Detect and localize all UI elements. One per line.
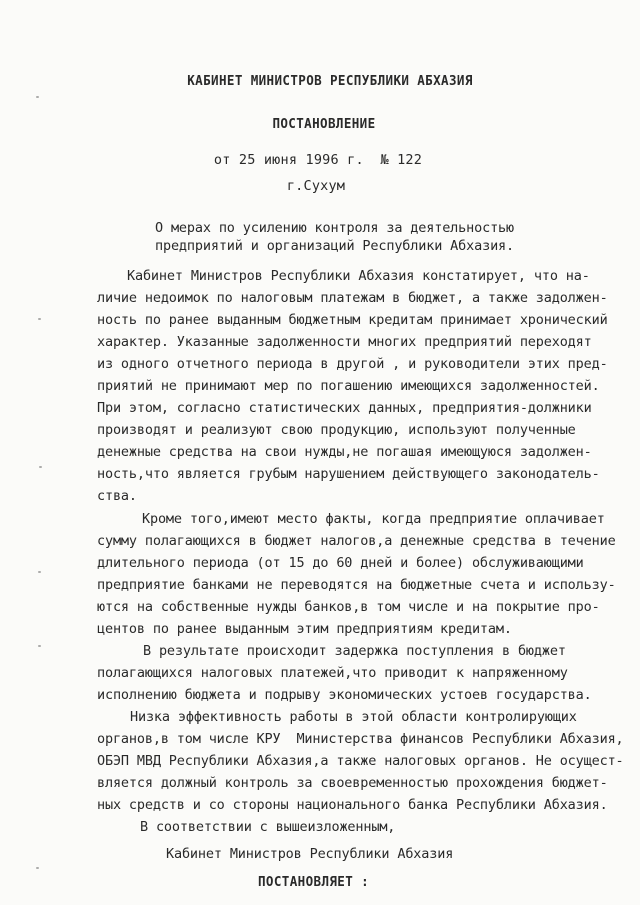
scan-speck <box>38 318 41 320</box>
body-line: Кабинет Министров Республики Абхазия констатирует, что на- <box>127 268 590 284</box>
body-line: центов по ранее выданным этим предприятиям кредитам. <box>97 621 512 637</box>
body-line: предприятие банками не переводятся на бюджетные счета и использу- <box>97 577 616 593</box>
body-line: ОБЭП МВД Республики Абхазия,а также налоговых органов. Не осущест- <box>97 753 624 769</box>
body-line: В результате происходит задержка поступления в бюджет <box>143 643 566 659</box>
scan-speck <box>38 571 41 573</box>
document-type-heading: ПОСТАНОВЛЕНИЕ <box>272 116 376 132</box>
body-line: характер. Указанные задолженности многих предприятий переходят <box>97 334 592 350</box>
closing-cabinet: Кабинет Министров Республики Абхазия <box>166 846 454 862</box>
closing-resolves: ПОСТАНОВЛЯЕТ : <box>258 874 370 890</box>
body-line: сумму полагающихся в бюджет налогов,а денежные средства в течение <box>97 533 616 549</box>
body-line: Низка эффективность работы в этой области контролирующих <box>130 709 577 725</box>
body-line: из одного отчетного периода в другой , и руководители этих пред- <box>97 356 608 372</box>
body-line: ных средств и со стороны национального банка Республики Абхазия. <box>97 797 608 813</box>
body-line: исполнению бюджета и подрыву экономических устоев государства. <box>97 687 592 703</box>
scan-speck <box>36 96 39 98</box>
body-line: органов,в том числе КРУ Министерства финансов Республики Абхазия, <box>97 731 624 747</box>
body-line: приятий не принимают мер по погашению имеющихся задолженностей. <box>97 378 600 394</box>
body-line: ются на собственные нужды банков,в том числе и на покрытие про- <box>97 599 600 615</box>
scan-speck <box>39 466 42 468</box>
body-line: ность,что является грубым нарушением действующего законодатель- <box>97 466 600 482</box>
body-line: денежные средства на свои нужды,не погашая имеющуюся задолжен- <box>97 444 592 460</box>
body-line: В соответствии с вышеизложенным, <box>140 819 396 835</box>
scan-speck <box>36 867 39 869</box>
body-line: Кроме того,имеют место факты, когда предприятие оплачивает <box>142 511 605 527</box>
document-city: г.Сухум <box>286 178 346 194</box>
document-date-number: от 25 июня 1996 г. № 122 <box>213 152 423 168</box>
cabinet-heading: КАБИНЕТ МИНИСТРОВ РЕСПУБЛИКИ АБХАЗИЯ <box>187 73 473 89</box>
body-line: ность по ранее выданным бюджетным кредитам принимает хронический <box>97 312 608 328</box>
body-line: полагающихся налоговых платежей,что приводит к напряженному <box>97 665 568 681</box>
body-line: При этом, согласно статистических данных, предприятия-должники <box>97 400 592 416</box>
scan-speck <box>38 645 41 647</box>
subject-line-1: О мерах по усилению контроля за деятельностью <box>155 220 514 236</box>
subject-line-2: предприятий и организаций Республики Абхазия. <box>155 238 514 254</box>
body-line: вляется должный контроль за своевременностью прохождения бюджет- <box>97 775 608 791</box>
body-line: производят и реализуют свою продукцию, используют полученные <box>97 422 576 438</box>
body-line: ства. <box>97 488 137 504</box>
body-line: длительного периода (от 15 до 60 дней и более) обслуживающими <box>97 555 584 571</box>
body-line: личие недоимок по налоговым платежам в бюджет, а также задолжен- <box>97 290 608 306</box>
